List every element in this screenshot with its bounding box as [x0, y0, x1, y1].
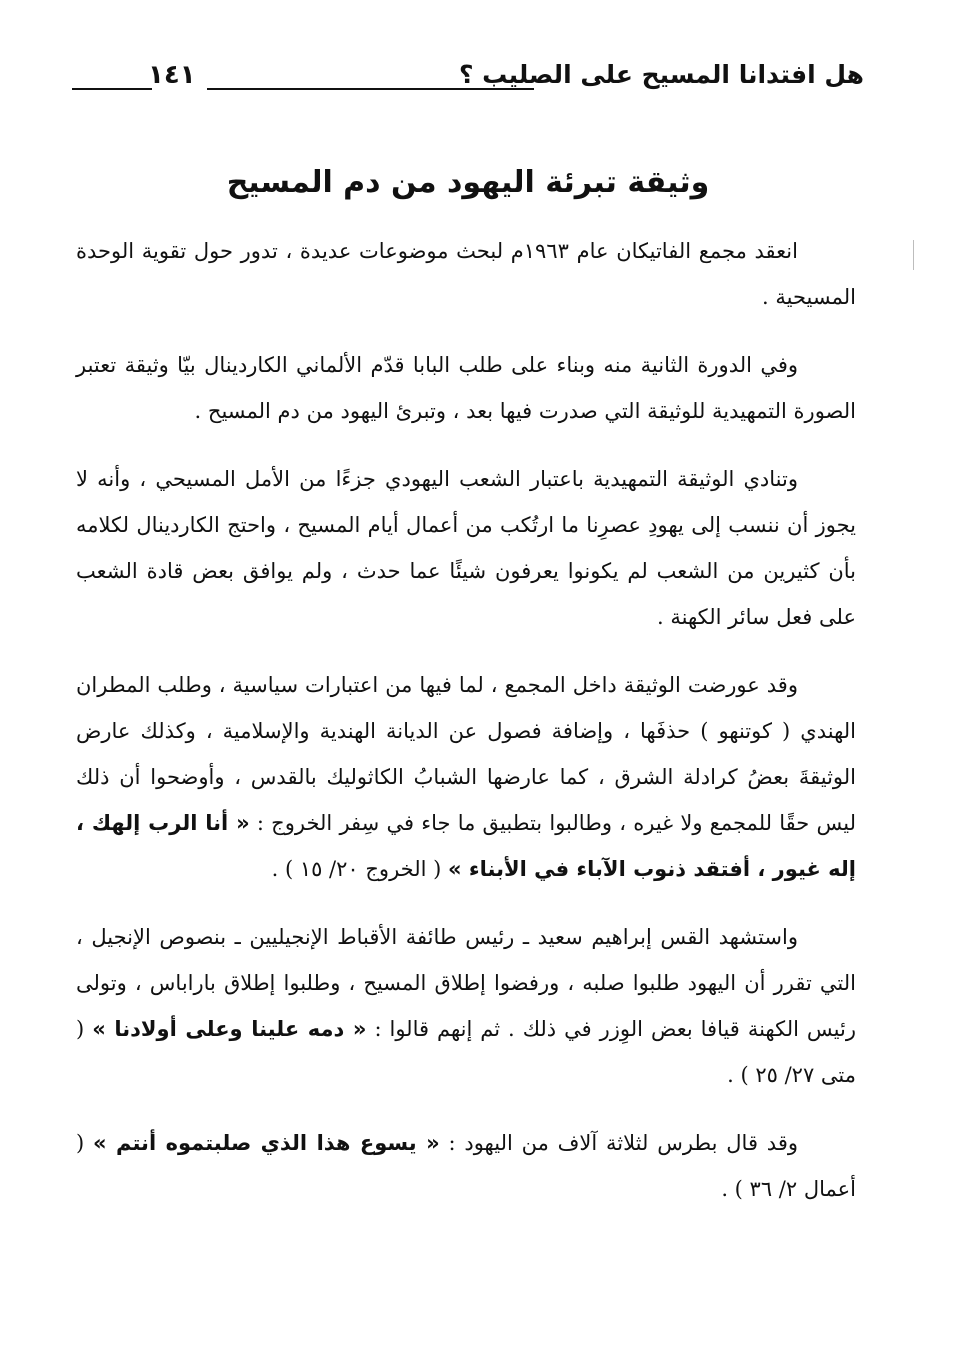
paragraph-6-text: وقد قال بطرس لثلاثة آلاف من اليهود : — [448, 1131, 798, 1155]
header-rule-short — [72, 88, 152, 90]
exodus-quote: « أنا الرب إلهك ، إله غيور ، أفتقد ذنوب الآباء في الأبناء » — [76, 811, 856, 881]
paragraph-6 — [76, 1120, 856, 1212]
paragraph-3-text: وتنادي الوثيقة التمهيدية باعتبار الشعب اليهودي جزءًا من الأمل المسيحي ، وأنه لا يجوز أن ننسب إلى يهودِ عصرِنا ما ارتُكب من أعمال أيام المسيح ، واحتج الكاردينال لكلامه بأن كثيرين من الشعب لم يكونوا يعرفون شيئًا عما حدث ، ولم يوافق بعض قادة الشعب على فعل سائر الكهنة . — [76, 467, 856, 629]
paragraph-1 — [76, 228, 856, 320]
section-heading: وثيقة تبرئة اليهود من دم المسيح — [226, 165, 710, 200]
matthew-quote: « دمه علينا وعلى أولادنا » — [92, 1017, 367, 1041]
paragraph-2-text: وفي الدورة الثانية منه وبناء على طلب البابا قدّم الألماني الكاردينال بيّا وثيقة تعتبر الصورة التمهيدية للوثيقة التي صدرت فيها بعد ، وتبرئ اليهود من دم المسيح . — [76, 353, 856, 423]
running-header — [72, 58, 864, 98]
header-rule-long — [207, 88, 534, 90]
margin-mark — [913, 240, 914, 270]
running-header-title: هل افتدانا المسيح على الصليب ؟ — [458, 60, 864, 89]
acts-citation: ( أعمال ٢/ ٣٦ ) . — [76, 1131, 856, 1201]
paragraph-2 — [76, 342, 856, 434]
matthew-citation: ( متى ٢٧/ ٢٥ ) . — [76, 1017, 856, 1087]
paragraph-4-text: وقد عورضت الوثيقة داخل المجمع ، لما فيها من اعتبارات سياسية ، وطلب المطران الهندي ( كوتنهو ) حذفَها ، وإضافة فصول عن الديانة الهندية والإسلامية ، وكذلك عارض الوثيقةَ بعضُ كرادلة الشرق ، كما عارضها الشبابُ الكاثوليك بالقدس ، وأوضحوا أن ذلك ليس حقًا للمجمع ولا غيره ، وطالبوا بتطبيق ما جاء في سِفر الخروج : — [76, 673, 856, 835]
acts-quote: « يسوع هذا الذي صلبتموه أنتم » — [93, 1131, 440, 1155]
paragraph-1-text: انعقد مجمع الفاتيكان عام ١٩٦٣م لبحث موضوعات عديدة ، تدور حول تقوية الوحدة المسيحية . — [76, 239, 856, 309]
paragraph-3 — [76, 456, 856, 640]
body-text — [76, 228, 856, 1212]
page-number: ١٤١ — [148, 60, 196, 90]
paragraph-4 — [76, 662, 856, 892]
paragraph-5 — [76, 914, 856, 1098]
paragraph-5-text: واستشهد القس إبراهيم سعيد ـ رئيس طائفة الأقباط الإنجيليين ـ بنصوص الإنجيل ، التي تقرر أن اليهود طلبوا صلبه ، ورفضوا إطلاق المسيح ، وطلبوا إطلاق باراباس ، وتولى رئيس الكهنة قيافا بعض الوِزر في ذلك . ثم إنهم قالوا : — [76, 925, 856, 1041]
exodus-citation: ( الخروج ٢٠/ ١٥ ) . — [271, 857, 442, 881]
